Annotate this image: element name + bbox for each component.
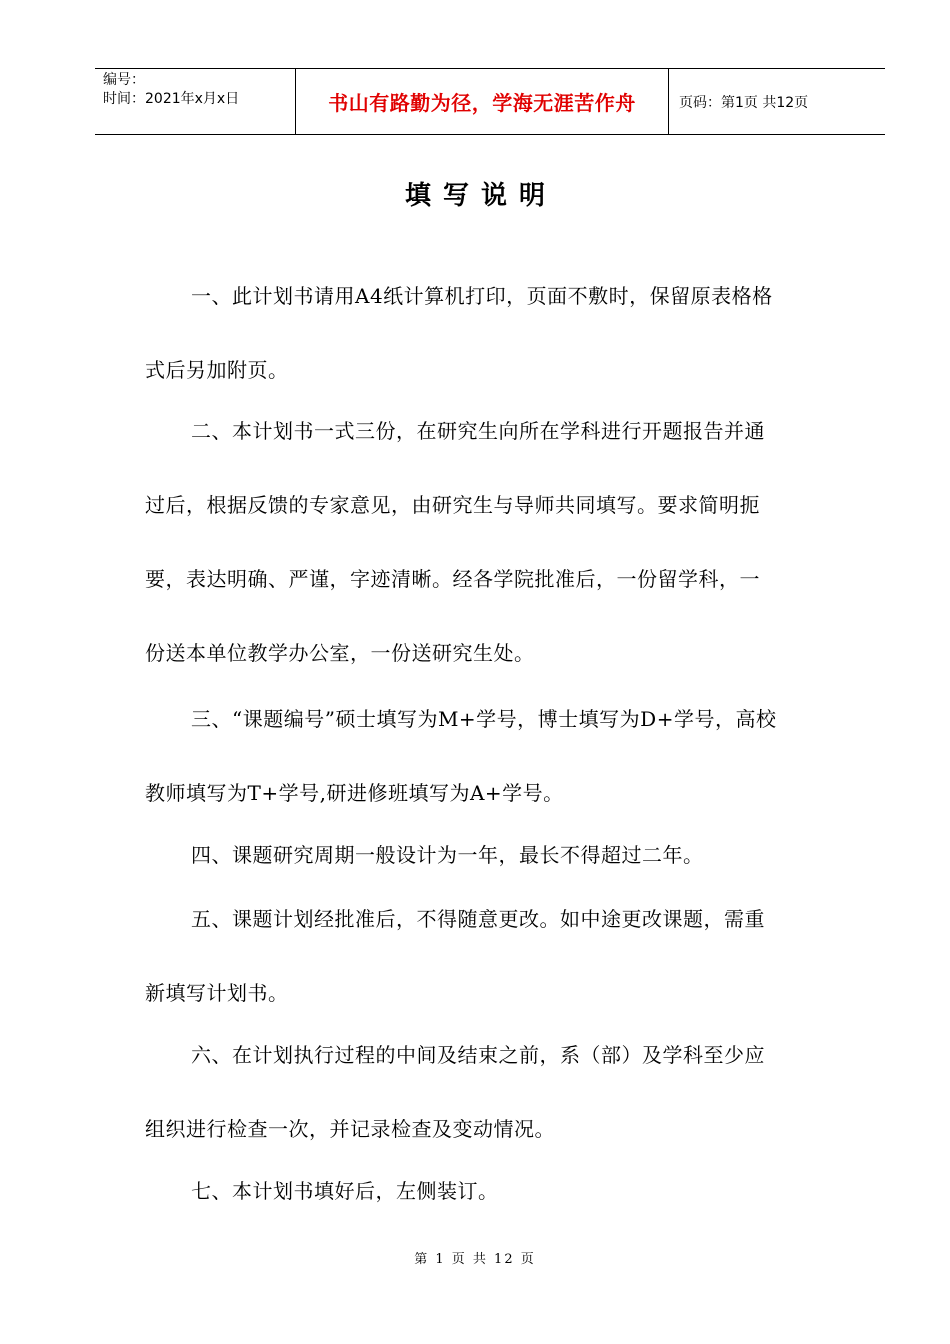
header-page-cell (669, 69, 885, 134)
instruction-line: 六、在计划执行过程的中间及结束之前，系（部）及学科至少应 (191, 1043, 765, 1067)
instruction-line: 一、此计划书请用A4纸计算机打印，页面不敷时，保留原表格格 (191, 284, 773, 308)
instruction-item-6 (145, 1041, 845, 1189)
instruction-line: 要，表达明确、严谨，字迹清晰。经各学院批准后，一份留学科，一 (145, 567, 760, 591)
header-meta-cell (95, 69, 296, 134)
instruction-line: 过后，根据反馈的专家意见，由研究生与导师共同填写。要求简明扼 (145, 493, 760, 517)
instruction-item-7 (145, 1177, 845, 1251)
instruction-line: 新填写计划书。 (145, 981, 289, 1005)
instruction-item-1 (145, 282, 845, 430)
header-motto-cell (296, 69, 669, 134)
time-label: 时间：2021年x月x日 (103, 91, 240, 107)
instruction-line: 二、本计划书一式三份，在研究生向所在学科进行开题报告并通 (191, 419, 765, 443)
instruction-line: 教师填写为T+学号,研进修班填写为A+学号。 (145, 781, 564, 805)
page-info: 页码：第1页 共12页 (679, 94, 809, 111)
instruction-line: 份送本单位教学办公室，一份送研究生处。 (145, 641, 535, 665)
page-footer: 第 1 页 共 12 页 (414, 1252, 536, 1267)
motto-text: 书山有路勤为径，学海无涯苦作舟 (328, 91, 636, 115)
instruction-line: 四、课题研究周期一般设计为一年，最长不得超过二年。 (191, 843, 704, 867)
page-title: 填写说明 (404, 181, 557, 211)
instruction-item-4 (145, 841, 845, 915)
instruction-item-3 (145, 705, 845, 853)
instruction-line: 式后另加附页。 (145, 358, 289, 382)
instruction-item-2 (145, 417, 845, 713)
serial-number-label: 编号： (103, 72, 145, 88)
instruction-item-5 (145, 905, 845, 1053)
instruction-line: 七、本计划书填好后，左侧装订。 (191, 1179, 499, 1203)
instruction-line: 五、课题计划经批准后，不得随意更改。如中途更改课题，需重 (191, 907, 765, 931)
instruction-line: 组织进行检查一次，并记录检查及变动情况。 (145, 1117, 555, 1141)
instruction-line: 三、“课题编号”硕士填写为M+学号，博士填写为D+学号，高校 (191, 707, 777, 731)
document-header (95, 68, 885, 135)
